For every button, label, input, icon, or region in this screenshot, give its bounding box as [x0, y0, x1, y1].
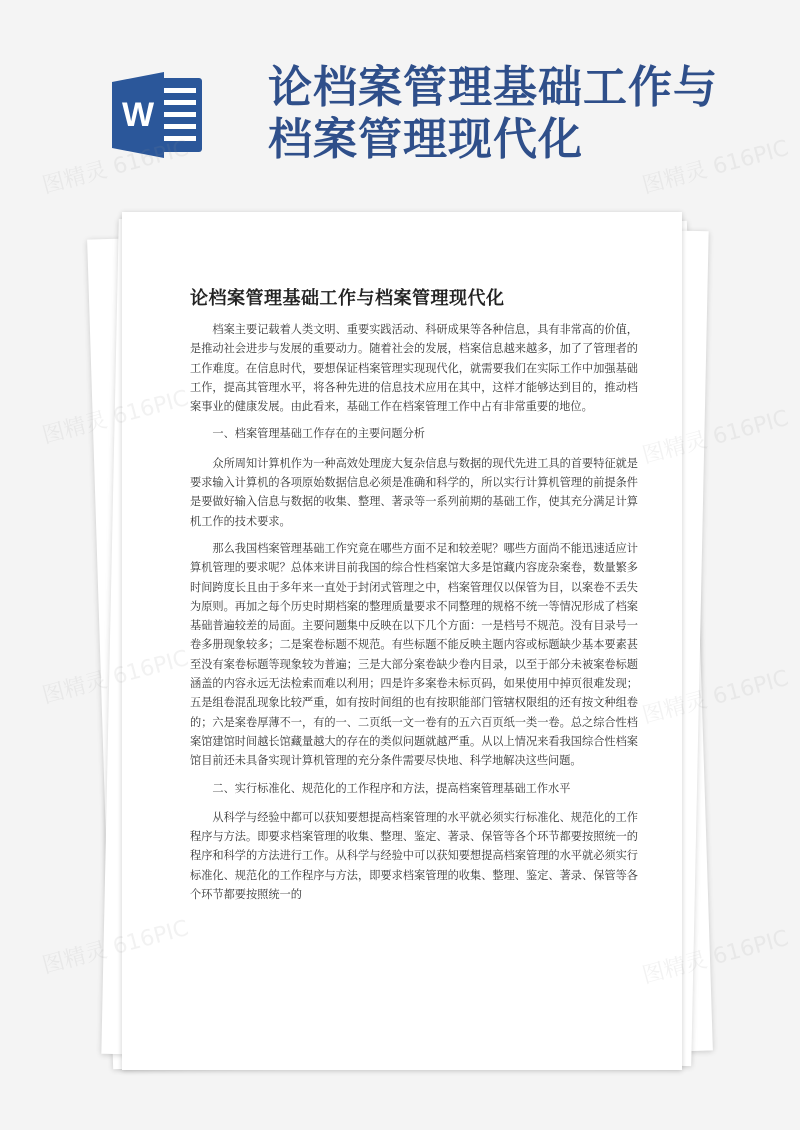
document-page	[122, 212, 682, 1070]
watermark: 图精灵 616PIC	[639, 665, 792, 729]
section-heading-2: 二、实行标准化、规范化的工作程序和方法，提高档案管理基础工作水平	[212, 781, 571, 795]
paragraph-problems: 那么我国档案管理基础工作究竟在哪些方面不足和较差呢？哪些方面尚不能迅速适应计算机管理的要求呢？总体来讲目前我国的综合性档案馆大多是馆藏内容庞杂案卷，数量繁多时间跨度长且由于多年来一直处于封闭式管理之中，档案管理仅以保管为目，以案卷不丢失为原则。再加之每个历史时期档案的整理质量要求不同整理的规格不统一等情况形成了档案基础普遍较差的局面。主要问题集中反映在以下几个方面：一是档号不规范。没有目录号一卷多册现象较多；二是案卷标题不规范。有些标题不能反映主题内容或标题缺少基本要素甚至没有案卷标题等现象较为普遍；三是大部分案卷缺少卷内目录，以至于部分未被案卷标题涵盖的内容永远无法检索而难以利用；四是许多案卷未标页码，如果使用中掉页很难发现；五是组卷混乱现象比较严重，如有按时间组的也有按职能部门管辖权限组的还有按文种组卷的；六是案卷厚薄不一，有的一、二页纸一文一卷有的五六百页纸一类一卷。总之综合性档案馆建馆时间越长馆藏量越大的存在的类似问题就越严重。从以上情况来看我国综合性档案馆目前还未具备实现计算机管理的充分条件需要尽快地、科学地解决这些问题。	[190, 541, 638, 768]
document-body	[190, 320, 638, 912]
paragraph-computer: 众所周知计算机作为一种高效处理庞大复杂信息与数据的现代先进工具的首要特征就是要求输入计算机的各项原始数据信息必须是准确和科学的，所以实行计算机管理的前提条件是要做好输入信息与数据的收集、整理、著录等一系列前期的基础工作，使其充分满足计算机工作的技术要求。	[190, 456, 638, 528]
section-heading-1: 一、档案管理基础工作存在的主要问题分析	[212, 427, 425, 441]
banner-title-line1: 论档案管理基础工作与	[268, 62, 718, 113]
watermark: 图精灵 616PIC	[639, 135, 792, 199]
watermark: 图精灵	[39, 667, 111, 709]
word-icon-letter: W	[121, 96, 155, 134]
banner-title	[268, 62, 788, 166]
watermark: 图精灵 616PIC	[639, 405, 792, 469]
banner-title-line2: 档案管理现代化	[268, 114, 583, 165]
paragraph-standardization: 从科学与经验中都可以获知要想提高档案管理的水平就必须实行标准化、规范化的工作程序与方法。即要求档案管理的收集、整理、鉴定、著录、保管等各个环节都要按照统一的程序和科学的方法进行工作。从科学与经验中可以获知要想提高档案管理的水平就必须实行标准化、规范化的工作程序与方法，即要求档案管理的收集、整理、鉴定、著录、保管等各个环节都要按照统一的	[190, 810, 638, 902]
watermark: 图精灵 616PIC	[639, 925, 792, 989]
word-document-icon	[110, 72, 206, 158]
watermark: 图精灵 616PIC	[39, 135, 192, 199]
watermark: 图精灵	[39, 407, 111, 449]
watermark: 图精灵	[39, 937, 111, 979]
paragraph-intro: 档案主要记载着人类文明、重要实践活动、科研成果等各种信息，具有非常高的价值，是推动社会进步与发展的重要动力。随着社会的发展，档案信息越来越多，加了了管理者的工作难度。在信息时代，要想保证档案管理实现现代化，就需要我们在实际工作中加强基础工作，提高其管理水平，将各种先进的信息技术应用在其中，这样才能够达到目的，推动档案事业的健康发展。由此看来，基础工作在档案管理工作中占有非常重要的地位。	[190, 323, 638, 414]
document-title: 论档案管理基础工作与档案管理现代化	[190, 288, 505, 309]
